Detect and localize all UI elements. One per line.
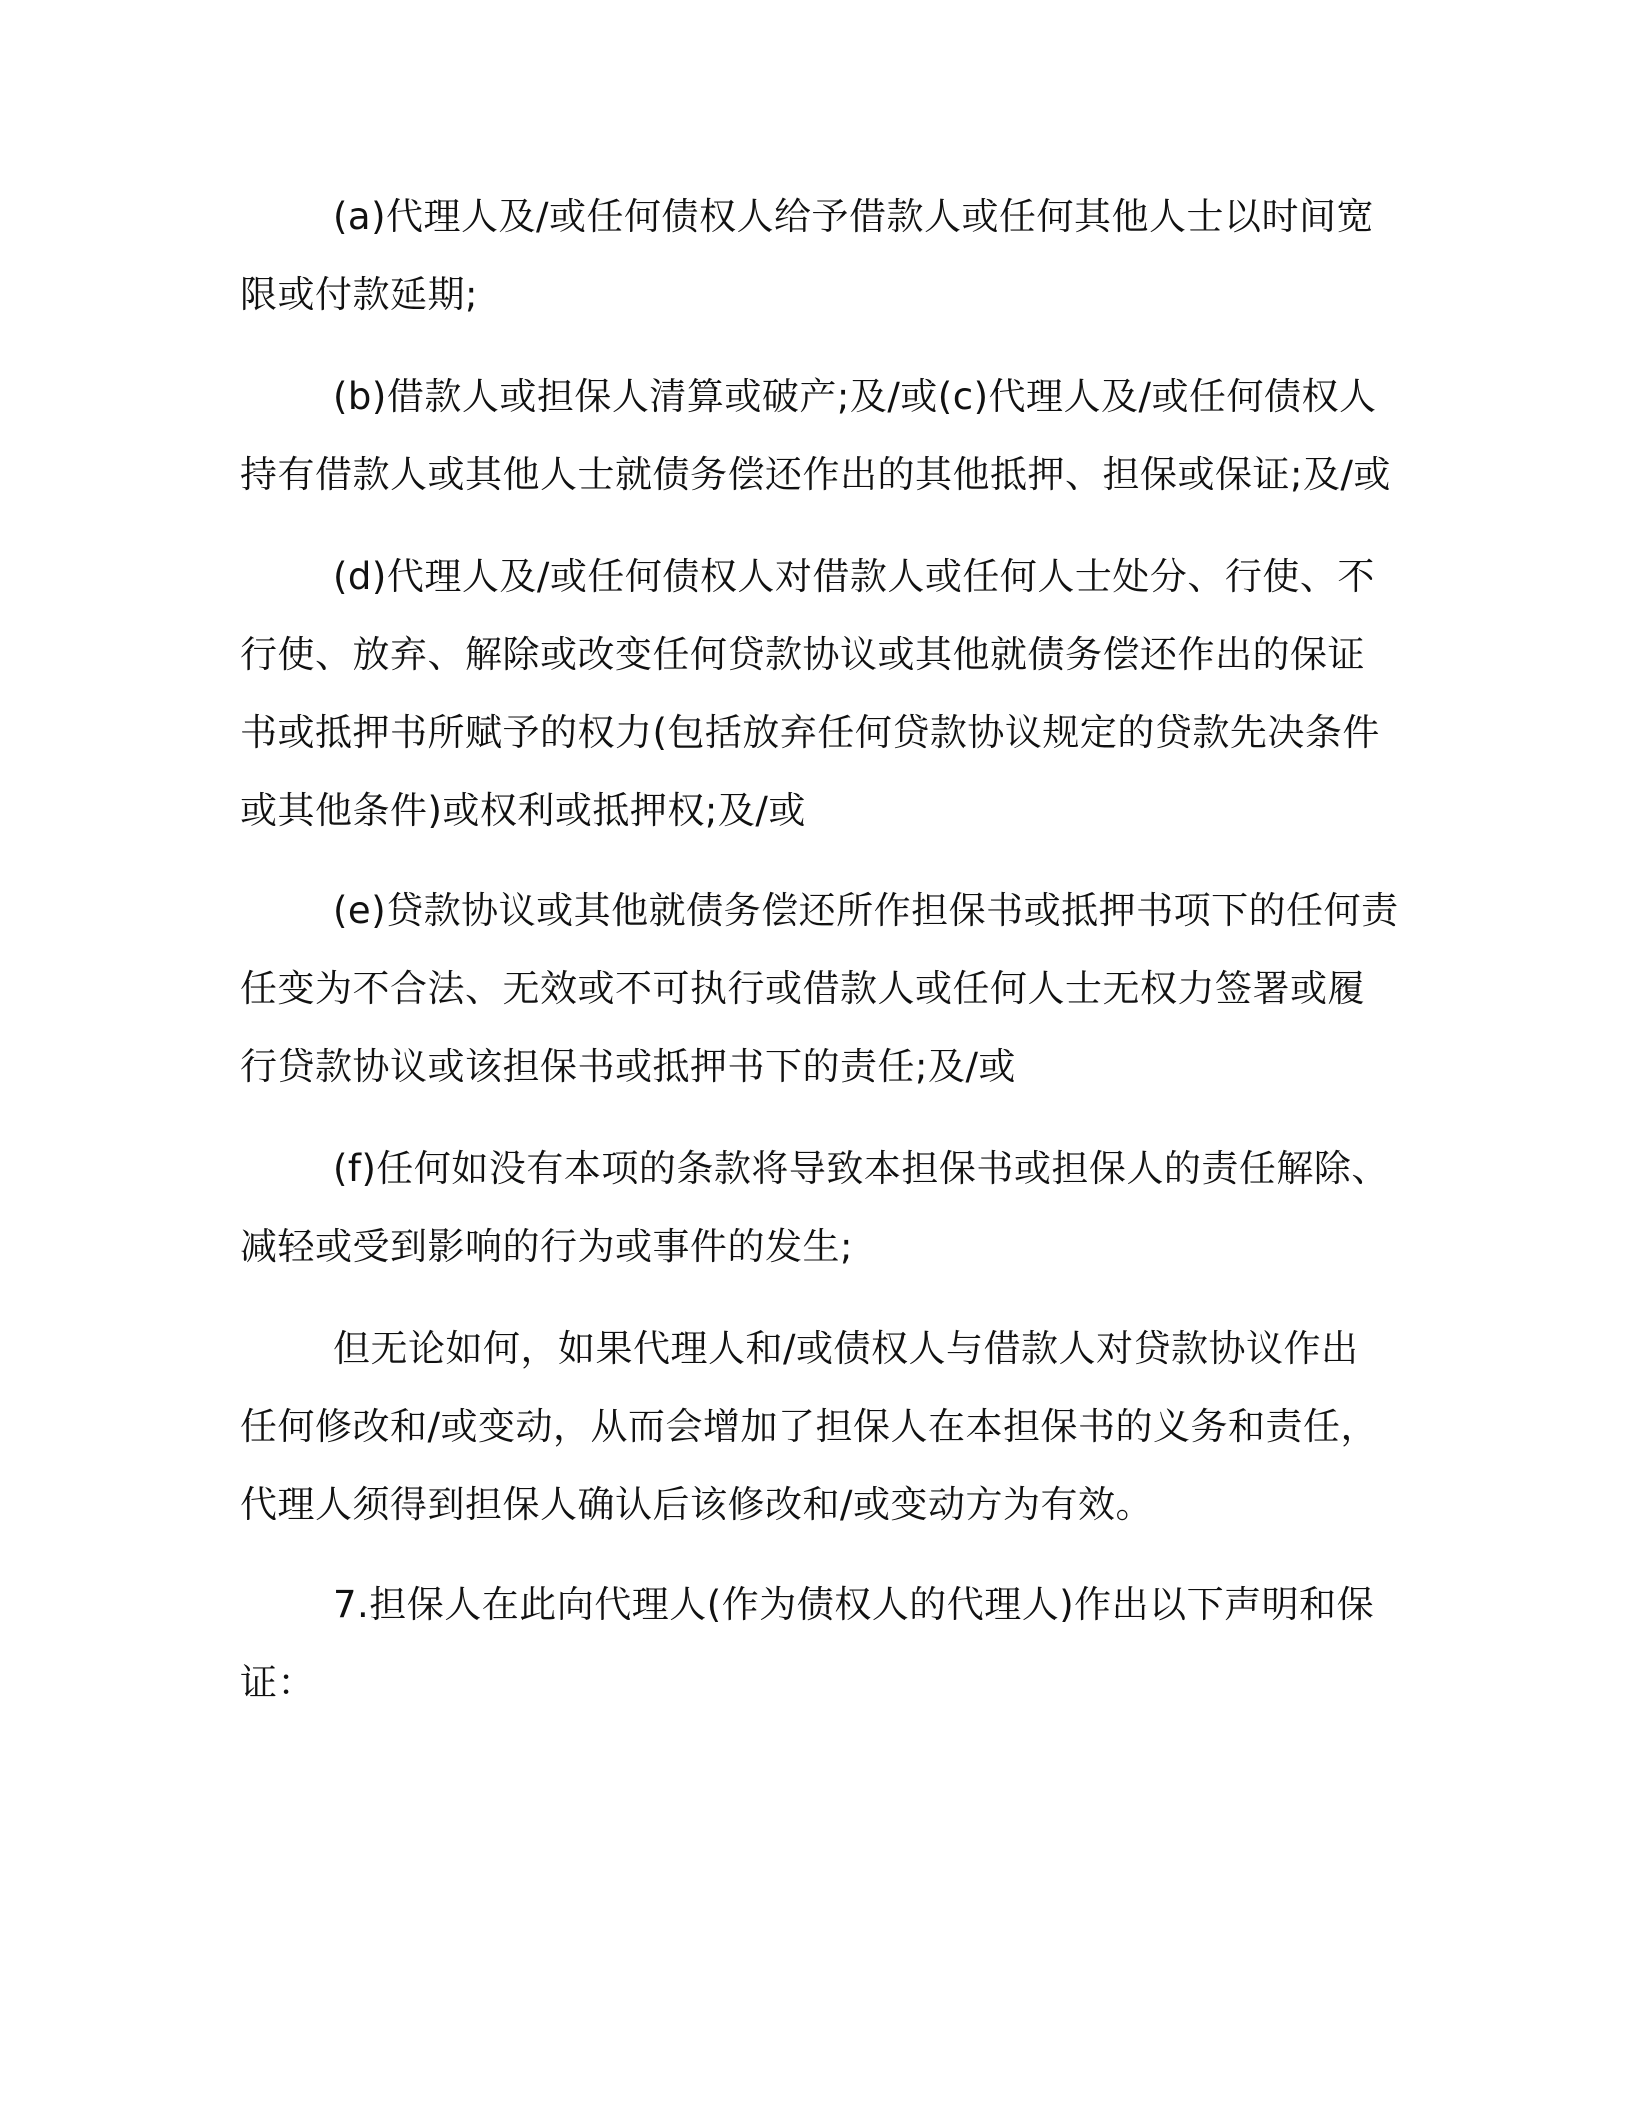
proviso-paragraph — [240, 1310, 1420, 1544]
text-line: 任变为不合法、无效或不可执行或借款人或任何人士无权力签署或履 — [240, 967, 1365, 1010]
text-line: 限或付款延期; — [240, 273, 478, 316]
clause-a — [240, 178, 1420, 334]
clause-d — [240, 538, 1420, 850]
text-line: (a)代理人及/或任何债权人给予借款人或任何其他人士以时间宽 — [333, 195, 1375, 238]
clause-b-c — [240, 358, 1420, 514]
text-line: 行贷款协议或该担保书或抵押书下的责任;及/或 — [240, 1045, 1016, 1088]
text-line: 持有借款人或其他人士就债务偿还作出的其他抵押、担保或保证;及/或 — [240, 453, 1391, 496]
text-line: 7.担保人在此向代理人(作为债权人的代理人)作出以下声明和保 — [333, 1583, 1375, 1626]
text-line: 但无论如何，如果代理人和/或债权人与借款人对贷款协议作出 — [333, 1327, 1359, 1370]
clause-e — [240, 872, 1420, 1106]
text-line: 减轻或受到影响的行为或事件的发生; — [240, 1225, 853, 1268]
text-line: 代理人须得到担保人确认后该修改和/或变动方为有效。 — [240, 1483, 1153, 1526]
section-7-heading — [240, 1566, 1420, 1722]
text-line: 行使、放弃、解除或改变任何贷款协议或其他就债务偿还作出的保证 — [240, 633, 1365, 676]
text-line: 任何修改和/或变动，从而会增加了担保人在本担保书的义务和责任， — [240, 1405, 1378, 1448]
text-line: (d)代理人及/或任何债权人对借款人或任何人士处分、行使、不 — [333, 555, 1375, 598]
text-line: 证： — [240, 1661, 315, 1704]
clause-f — [240, 1130, 1420, 1286]
text-line: 或其他条件)或权利或抵押权;及/或 — [240, 789, 806, 832]
text-line: (f)任何如没有本项的条款将导致本担保书或担保人的责任解除、 — [333, 1147, 1389, 1190]
text-line: (b)借款人或担保人清算或破产;及/或(c)代理人及/或任何债权人 — [333, 375, 1377, 418]
text-line: 书或抵押书所赋予的权力(包括放弃任何贷款协议规定的贷款先决条件 — [240, 711, 1380, 754]
text-line: (e)贷款协议或其他就债务偿还所作担保书或抵押书项下的任何责 — [333, 889, 1399, 932]
